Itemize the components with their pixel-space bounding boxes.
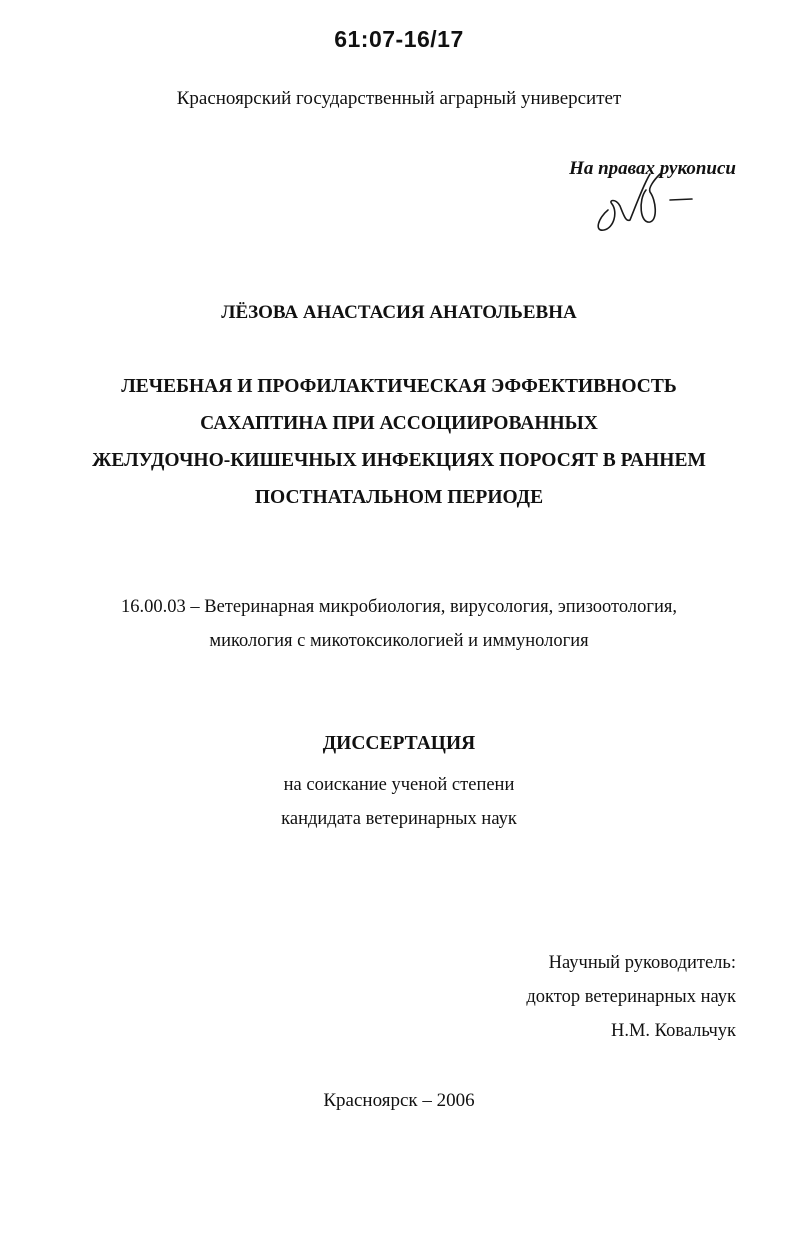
supervisor-degree: доктор ветеринарных наук bbox=[526, 987, 736, 1007]
archive-code: 61:07-16/17 bbox=[334, 26, 464, 52]
specialty-code bbox=[0, 590, 798, 658]
manuscript-rights-note: На правах рукописи bbox=[569, 158, 736, 179]
degree-line: на соискание ученой степени bbox=[283, 775, 515, 795]
supervisor-block bbox=[526, 946, 736, 1048]
specialty-line: микология с микотоксикологией и иммунология bbox=[209, 631, 589, 651]
signature-stroke-2 bbox=[641, 174, 660, 222]
handwritten-signature bbox=[586, 160, 706, 240]
supervisor-name: Н.М. Ковальчук bbox=[610, 1021, 736, 1041]
degree-statement bbox=[0, 768, 798, 836]
author-name: ЛЁЗОВА АНАСТАСИЯ АНАТОЛЬЕВНА bbox=[221, 302, 577, 323]
supervisor-label: Научный руководитель: bbox=[548, 953, 736, 973]
degree-line: кандидата ветеринарных наук bbox=[281, 809, 517, 829]
document-type: ДИССЕРТАЦИЯ bbox=[322, 733, 476, 754]
title-line: ПОСТНАТАЛЬНОМ ПЕРИОДЕ bbox=[254, 487, 544, 508]
signature-dash bbox=[670, 199, 692, 200]
specialty-line: 16.00.03 – Ветеринарная микробиология, вирусология, эпизоотология, bbox=[121, 597, 677, 617]
title-line: ЛЕЧЕБНАЯ И ПРОФИЛАКТИЧЕСКАЯ ЭФФЕКТИВНОСТЬ bbox=[121, 376, 677, 397]
signature-stroke-1 bbox=[598, 174, 650, 230]
university-name: Красноярский государственный аграрный университет bbox=[176, 88, 622, 109]
title-line: ЖЕЛУДОЧНО-КИШЕЧНЫХ ИНФЕКЦИЯХ ПОРОСЯТ В РАННЕМ bbox=[92, 450, 706, 471]
title-line: САХАПТИНА ПРИ АССОЦИИРОВАННЫХ bbox=[200, 413, 598, 434]
city-year: Красноярск – 2006 bbox=[323, 1090, 475, 1111]
dissertation-title bbox=[0, 368, 798, 516]
